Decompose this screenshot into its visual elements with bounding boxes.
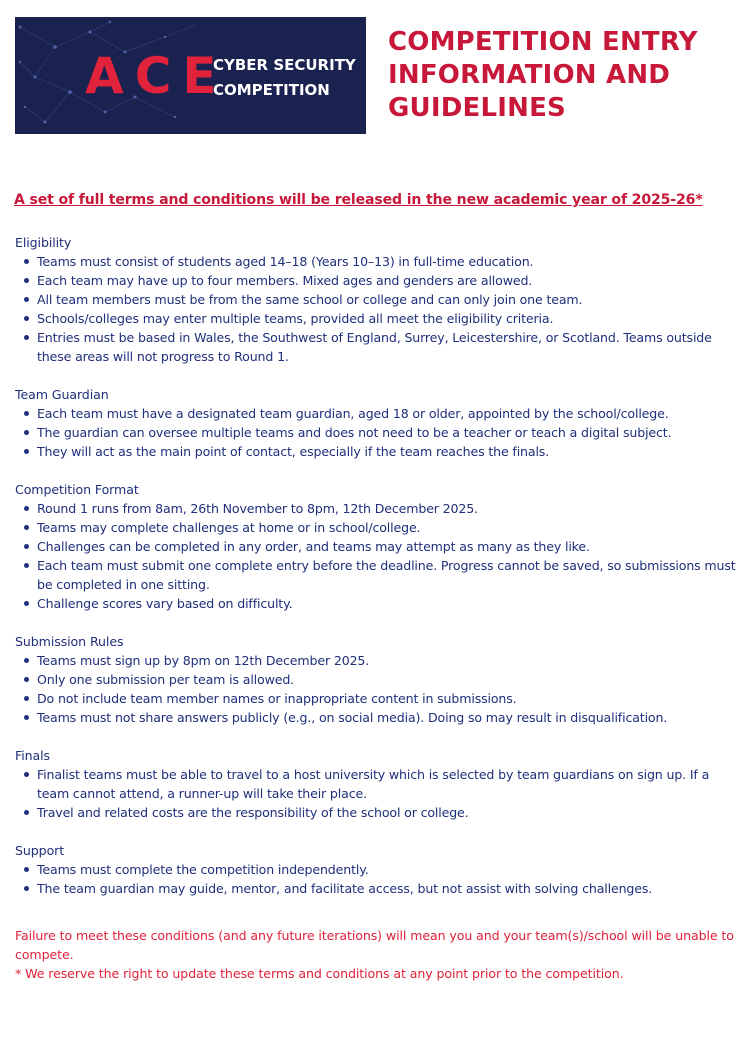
list-item: They will act as the main point of contact, especially if the team reaches the finals. [15, 442, 737, 461]
footer-warning: Failure to meet these conditions (and any future iterations) will mean you and your team(s)/school will be unable to compete. [15, 928, 734, 962]
list-item: Teams must complete the competition independently. [15, 860, 737, 879]
section-submission-rules [15, 632, 737, 727]
list-item: Each team may have up to four members. Mixed ages and genders are allowed. [15, 271, 737, 290]
list-item: Round 1 runs from 8am, 26th November to 8pm, 12th December 2025. [15, 499, 737, 518]
logo-ace-text: ACE [85, 47, 228, 105]
logo-subtitle-line2: COMPETITION [213, 81, 330, 99]
footer-disclaimer [15, 926, 737, 983]
section-team-guardian [15, 385, 737, 461]
section-heading: Eligibility [15, 235, 72, 250]
list-item: Each team must submit one complete entry before the deadline. Progress cannot be saved, so submissions must be completed in one sitting. [15, 556, 737, 594]
list-item: Schools/colleges may enter multiple teams, provided all meet the eligibility criteria. [15, 309, 737, 328]
logo-subtitle [213, 53, 363, 103]
section-heading: Finals [15, 748, 50, 763]
list-item: Entries must be based in Wales, the Southwest of England, Surrey, Leicestershire, or Scotland. Teams outside these areas will not progress to Round 1. [15, 328, 737, 366]
terms-notice: A set of full terms and conditions will be released in the new academic year of 2025-26* [14, 192, 703, 208]
section-support [15, 841, 737, 898]
bullet-list [15, 765, 737, 822]
logo-subtitle-line1: CYBER SECURITY [213, 56, 356, 74]
list-item: Teams must not share answers publicly (e.g., on social media). Doing so may result in disqualification. [15, 708, 737, 727]
list-item: Only one submission per team is allowed. [15, 670, 737, 689]
list-item: All team members must be from the same school or college and can only join one team. [15, 290, 737, 309]
section-finals [15, 746, 737, 822]
list-item: Do not include team member names or inappropriate content in submissions. [15, 689, 737, 708]
section-heading: Support [15, 843, 65, 858]
bullet-list [15, 651, 737, 727]
list-item: Teams must sign up by 8pm on 12th December 2025. [15, 651, 737, 670]
section-heading: Competition Format [15, 482, 139, 497]
page-title-line1: COMPETITION ENTRY [388, 27, 698, 57]
bullet-list [15, 860, 737, 898]
section-eligibility [15, 233, 737, 366]
list-item: Teams must consist of students aged 14–18 (Years 10–13) in full-time education. [15, 252, 737, 271]
bullet-list [15, 252, 737, 366]
list-item: Travel and related costs are the responsibility of the school or college. [15, 803, 737, 822]
list-item: Challenges can be completed in any order, and teams may attempt as many as they like. [15, 537, 737, 556]
section-heading: Submission Rules [15, 634, 124, 649]
page-title [388, 26, 738, 125]
ace-logo [15, 17, 366, 134]
section-heading: Team Guardian [15, 387, 109, 402]
list-item: The guardian can oversee multiple teams and does not need to be a teacher or teach a digital subject. [15, 423, 737, 442]
bullet-list [15, 499, 737, 613]
section-competition-format [15, 480, 737, 613]
page-title-line2: INFORMATION AND [388, 60, 671, 90]
list-item: Each team must have a designated team guardian, aged 18 or older, appointed by the school/college. [15, 404, 737, 423]
bullet-list [15, 404, 737, 461]
list-item: Challenge scores vary based on difficulty. [15, 594, 737, 613]
footer-reserve-note: * We reserve the right to update these terms and conditions at any point prior to the competition. [15, 966, 624, 981]
page-title-line3: GUIDELINES [388, 93, 566, 123]
list-item: Finalist teams must be able to travel to a host university which is selected by team guardians on sign up. If a team cannot attend, a runner-up will take their place. [15, 765, 737, 803]
list-item: The team guardian may guide, mentor, and facilitate access, but not assist with solving challenges. [15, 879, 737, 898]
list-item: Teams may complete challenges at home or in school/college. [15, 518, 737, 537]
guidelines-content [15, 233, 737, 917]
